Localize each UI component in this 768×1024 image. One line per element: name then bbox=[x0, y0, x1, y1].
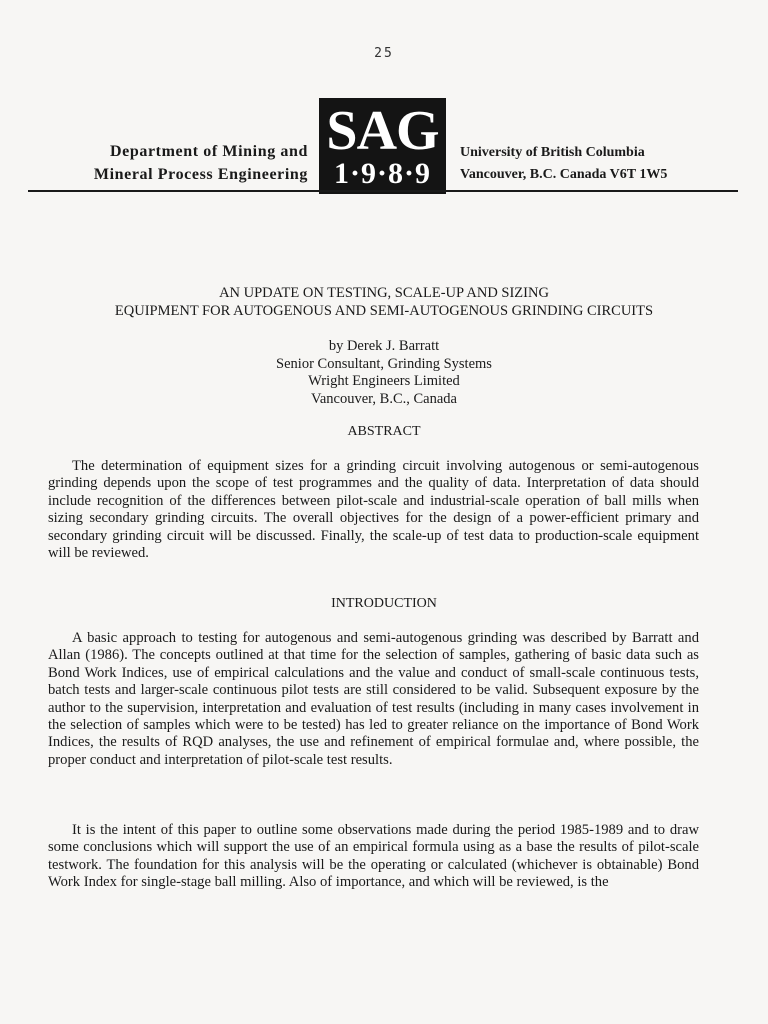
page-number: 25 bbox=[374, 46, 394, 61]
author-name: by Derek J. Barratt bbox=[328, 338, 440, 354]
author-position: Senior Consultant, Grinding Systems bbox=[276, 355, 492, 372]
abstract-text: The determination of equipment sizes for a grinding circuit involving autogenous or semi-autogenous grinding depends upon the scope of test programmes and the quality of data. Interpretation of data should include recognition of the differences between pilot-scale and industrial-scale operation of ball mills when sizing secondary grinding circuits. The overall objectives for the design of a power-efficient primary and secondary grinding circuit will be discussed. Finally, the scale-up of test data to production-scale equipment will be reviewed. bbox=[48, 458, 699, 562]
department-line-2: Mineral Process Engineering bbox=[93, 166, 308, 183]
introduction-paragraph-1: A basic approach to testing for autogenous and semi-autogenous grinding was described by Barratt and Allan (1986). The concepts outlined at that time for the selection of samples, gathering of basic data such as Bond Work Indices, use of empirical calculations and the value and conduct of small-scale continuous tests, batch tests and larger-scale continuous pilot tests are still considered to be valid. Subsequent exposure by the author to the supervision, interpretation and evaluation of test results (including in many cases involvement in the selection of samples which were to be tested) has led to greater reliance on the importance of Bond Work Indices, the results of RQD analyses, the use and refinement of empirical formulae and, where possible, the proper conduct and interpretation of pilot-scale test results. bbox=[48, 630, 699, 768]
abstract-heading: ABSTRACT bbox=[347, 424, 421, 439]
author-location: Vancouver, B.C., Canada bbox=[311, 390, 457, 407]
university-line-2: Vancouver, B.C. Canada V6T 1W5 bbox=[460, 167, 668, 182]
university-address bbox=[460, 142, 740, 186]
logo-year-text: 1·9·8·9 bbox=[333, 157, 431, 190]
author-block bbox=[0, 338, 768, 408]
introduction-paragraph-2: It is the intent of this paper to outline some observations made during the period 1985-1989 and to draw some conclusions which will support the use of an empirical formula using as a base the results of pilot-scale testwork. The foundation for this analysis will be the operating or calculated (whichever is obtainable) Bond Work Index for single-stage ball milling. Also of importance, and which will be reviewed, is the bbox=[48, 822, 699, 891]
department-line-1: Department of Mining and bbox=[110, 143, 308, 160]
introduction-heading: INTRODUCTION bbox=[331, 596, 437, 611]
sag-1989-logo bbox=[319, 98, 446, 194]
header-divider bbox=[28, 190, 738, 192]
department-name bbox=[40, 140, 308, 186]
title-line-2: EQUIPMENT FOR AUTOGENOUS AND SEMI-AUTOGENOUS GRINDING CIRCUITS bbox=[114, 303, 654, 319]
paper-title bbox=[0, 284, 768, 320]
university-line-1: University of British Columbia bbox=[460, 145, 645, 160]
title-line-1: AN UPDATE ON TESTING, SCALE-UP AND SIZING bbox=[219, 285, 549, 301]
author-company: Wright Engineers Limited bbox=[308, 373, 460, 389]
logo-sag-text: SAG bbox=[326, 100, 439, 162]
